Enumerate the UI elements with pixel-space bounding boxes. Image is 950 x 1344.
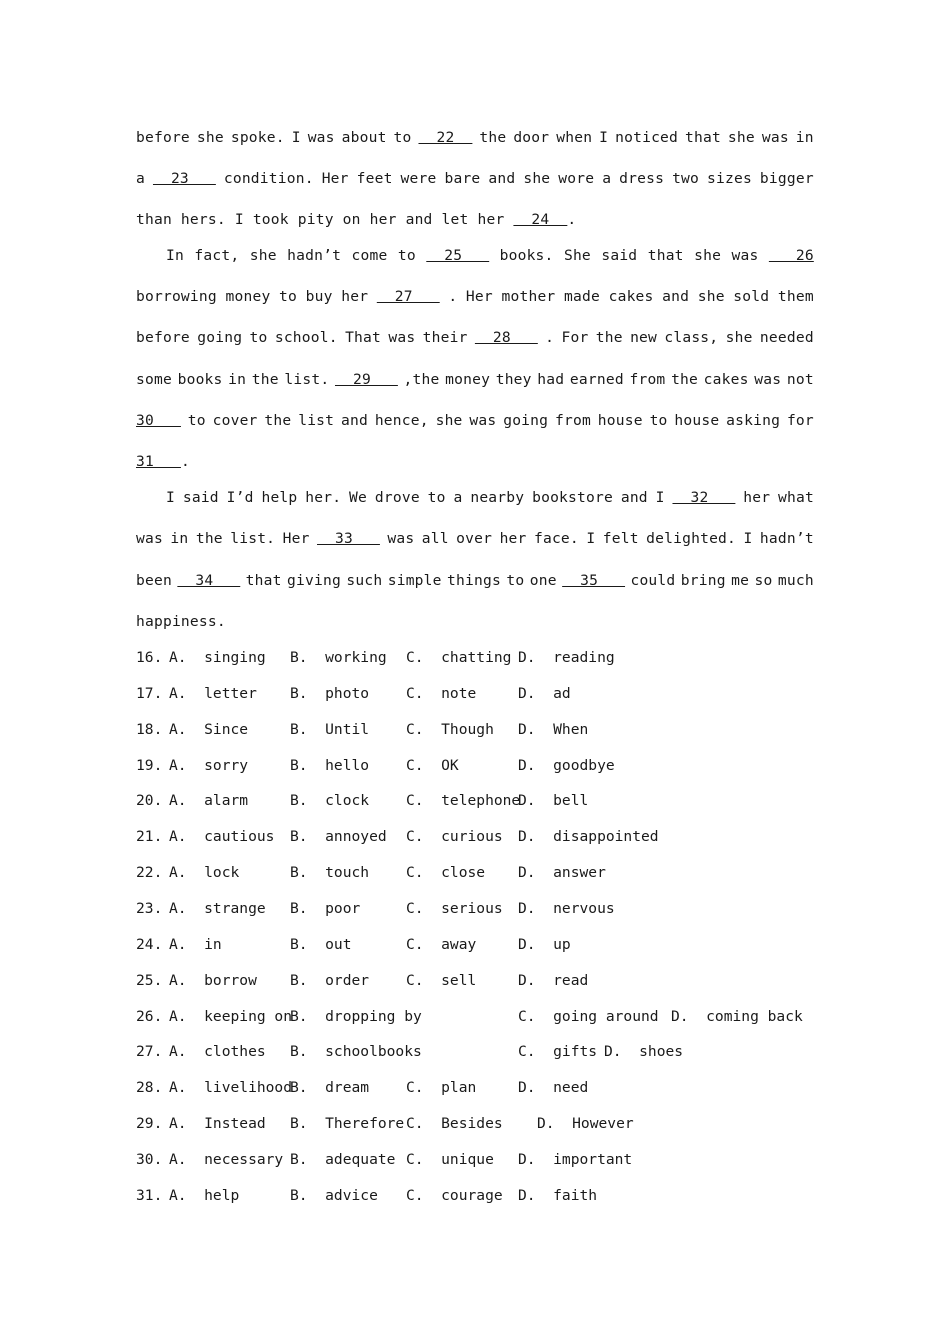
- passage-word: was: [761, 129, 789, 146]
- passage-word: that: [245, 572, 282, 589]
- passage-word: for: [786, 412, 814, 429]
- option-d: D. answer: [518, 864, 606, 881]
- passage-text: .: [180, 453, 190, 470]
- option-a: A. lock: [169, 864, 240, 881]
- passage-word: feet: [356, 170, 393, 187]
- option-a: A. necessary: [169, 1151, 284, 1168]
- passage-word: been: [136, 572, 172, 589]
- passage-word: before: [136, 129, 190, 146]
- option-d: D. shoes: [604, 1043, 684, 1060]
- option-c: C. serious: [406, 900, 503, 917]
- passage-word: We: [349, 489, 368, 506]
- passage-word: to: [249, 329, 268, 346]
- passage-word: was: [469, 412, 497, 429]
- passage-word: asking: [726, 412, 781, 429]
- answer-blank: 31: [136, 453, 181, 470]
- passage-word: to: [427, 489, 446, 506]
- passage-word: I: [291, 129, 301, 146]
- question-number: 21.: [136, 828, 163, 845]
- passage-word: Her: [321, 170, 349, 187]
- passage-word: I’d: [226, 489, 254, 506]
- question-number: 24.: [136, 936, 163, 953]
- option-a: A. alarm: [169, 792, 249, 809]
- option-a: A. clothes: [169, 1043, 266, 1060]
- option-d: D. up: [518, 936, 571, 953]
- option-c: C. note: [406, 685, 477, 702]
- passage-line: [136, 612, 226, 632]
- passage-word: one: [529, 572, 557, 589]
- passage-word: her: [499, 530, 527, 547]
- option-b: B. annoyed: [290, 828, 387, 845]
- passage-word: in: [795, 129, 814, 146]
- passage-word: to: [187, 412, 206, 429]
- question-number: 30.: [136, 1151, 163, 1168]
- passage-word: that: [685, 129, 721, 146]
- passage-word: they: [495, 371, 532, 388]
- passage-word: money: [445, 371, 491, 388]
- passage-word: to: [393, 129, 412, 146]
- question-number: 19.: [136, 757, 163, 774]
- passage-text: .: [567, 211, 577, 228]
- passage-word: she: [435, 412, 463, 429]
- passage-text: happiness.: [136, 613, 226, 630]
- passage-word: bigger: [759, 170, 814, 187]
- passage-word: was: [388, 329, 416, 346]
- passage-word: delighted.: [646, 530, 737, 547]
- option-b: B. order: [290, 972, 370, 989]
- passage-word: what: [778, 489, 814, 506]
- answer-blank: 22: [418, 129, 473, 146]
- option-c: C. Besides: [406, 1115, 503, 1132]
- passage-word: going: [197, 329, 243, 346]
- passage-word: dress: [619, 170, 665, 187]
- option-c: C. unique: [406, 1151, 494, 1168]
- question-number: 29.: [136, 1115, 163, 1132]
- option-c: C. curious: [406, 828, 503, 845]
- option-a: A. cautious: [169, 828, 275, 845]
- passage-word: all: [421, 530, 449, 547]
- passage-word: class,: [664, 329, 719, 346]
- passage-word: she: [697, 288, 725, 305]
- question-number: 17.: [136, 685, 163, 702]
- passage-word: and: [341, 412, 368, 429]
- passage-word: house: [597, 412, 643, 429]
- question-number: 23.: [136, 900, 163, 917]
- passage-word: That: [345, 329, 382, 346]
- option-d: D. coming back: [671, 1008, 803, 1025]
- passage-word: going: [503, 412, 549, 429]
- passage-word: could: [630, 572, 676, 589]
- passage-word: the: [479, 129, 507, 146]
- passage-word: things: [447, 572, 501, 589]
- passage-word: mother: [501, 288, 556, 305]
- option-d: D. reading: [518, 649, 615, 666]
- passage-line: [166, 246, 814, 266]
- passage-word: For: [561, 329, 589, 346]
- option-b: B. clock: [290, 792, 370, 809]
- option-d: D. nervous: [518, 900, 615, 917]
- passage-word: said: [182, 489, 219, 506]
- passage-word: She: [563, 247, 591, 264]
- passage-word: books.: [499, 247, 554, 264]
- passage-word: simple: [387, 572, 442, 589]
- passage-word: .: [448, 288, 458, 305]
- passage-word: and: [620, 489, 648, 506]
- passage-word: had: [537, 371, 565, 388]
- passage-word: new: [630, 329, 658, 346]
- answer-blank: 24: [513, 211, 568, 228]
- option-d: D. When: [518, 721, 589, 738]
- passage-word: I: [599, 129, 609, 146]
- passage-word: felt: [602, 530, 639, 547]
- passage-word: a: [453, 489, 463, 506]
- option-b: B. adequate: [290, 1151, 396, 1168]
- passage-word: from: [554, 412, 591, 429]
- option-b: B. hello: [290, 757, 370, 774]
- passage-word: I: [586, 530, 596, 547]
- passage-word: buy: [305, 288, 333, 305]
- question-number: 27.: [136, 1043, 163, 1060]
- passage-word: was: [307, 129, 335, 146]
- question-number: 25.: [136, 972, 163, 989]
- passage-word: needed: [759, 329, 814, 346]
- passage-word: drove: [374, 489, 420, 506]
- passage-line: [136, 328, 814, 348]
- passage-word: money: [225, 288, 271, 305]
- passage-word: over: [456, 530, 493, 547]
- passage-word: list.: [284, 371, 330, 388]
- passage-word: a: [136, 170, 145, 187]
- passage-word: in: [170, 530, 189, 547]
- passage-line: [136, 571, 814, 591]
- passage-word: to: [506, 572, 525, 589]
- passage-word: fact,: [194, 247, 240, 264]
- passage-word: and: [662, 288, 690, 305]
- option-c: C. OK: [406, 757, 459, 774]
- passage-word: her: [341, 288, 369, 305]
- passage-word: borrowing: [136, 288, 217, 305]
- passage-line: [136, 452, 190, 472]
- passage-word: them: [777, 288, 814, 305]
- passage-word: her.: [305, 489, 342, 506]
- passage-word: cover: [212, 412, 258, 429]
- answer-blank: 28: [474, 329, 538, 346]
- passage-word: me: [731, 572, 750, 589]
- passage-word: she: [196, 129, 224, 146]
- passage-word: hence,: [374, 412, 429, 429]
- passage-word: and: [488, 170, 516, 187]
- passage-word: cakes: [608, 288, 654, 305]
- passage-word: giving: [287, 572, 341, 589]
- option-c: C. courage: [406, 1187, 503, 1204]
- answer-blank: 30: [136, 412, 181, 429]
- option-c: C. Though: [406, 721, 494, 738]
- passage-word: hadn’t: [287, 247, 342, 264]
- passage-word: house: [674, 412, 720, 429]
- option-c: C. plan: [406, 1079, 477, 1096]
- question-number: 20.: [136, 792, 163, 809]
- passage-word: I: [166, 489, 175, 506]
- question-number: 18.: [136, 721, 163, 738]
- passage-word: she: [523, 170, 551, 187]
- option-c: C. gifts: [518, 1043, 598, 1060]
- passage-word: was: [387, 530, 415, 547]
- passage-word: from: [629, 371, 666, 388]
- option-d: D. goodbye: [518, 757, 615, 774]
- passage-word: she: [249, 247, 277, 264]
- passage-word: I: [743, 530, 753, 547]
- passage-line: [136, 169, 814, 189]
- answer-blank: 23: [152, 170, 216, 187]
- passage-word: .: [545, 329, 555, 346]
- passage-word: she: [727, 129, 755, 146]
- passage-word: list.: [230, 530, 276, 547]
- passage-line: [136, 411, 814, 431]
- passage-word: in: [228, 371, 247, 388]
- passage-word: was: [136, 530, 163, 547]
- option-a: A. Instead: [169, 1115, 266, 1132]
- answer-blank: 29: [334, 371, 398, 388]
- passage-word: before: [136, 329, 190, 346]
- question-number: 31.: [136, 1187, 163, 1204]
- passage-word: said: [601, 247, 638, 264]
- passage-word: made: [564, 288, 600, 305]
- passage-word: such: [346, 572, 383, 589]
- option-d: D. read: [518, 972, 589, 989]
- option-a: A. singing: [169, 649, 266, 666]
- passage-word: two: [672, 170, 700, 187]
- option-b: B. photo: [290, 685, 370, 702]
- passage-word: the: [195, 530, 223, 547]
- option-a: A. in: [169, 936, 222, 953]
- option-c: C. away: [406, 936, 477, 953]
- passage-word: their: [422, 329, 468, 346]
- answer-blank: 35: [562, 572, 626, 589]
- option-b: B. dream: [290, 1079, 370, 1096]
- passage-word: was: [731, 247, 759, 264]
- passage-word: door: [513, 129, 550, 146]
- passage-word: that: [647, 247, 684, 264]
- option-d: D. faith: [518, 1187, 598, 1204]
- answer-blank: 25: [426, 247, 490, 264]
- answer-blank: 26: [768, 247, 814, 264]
- answer-blank: 34: [177, 572, 241, 589]
- passage-word: spoke.: [230, 129, 285, 146]
- passage-word: condition.: [223, 170, 314, 187]
- option-b: B. Therefore: [290, 1115, 405, 1132]
- passage-line: [136, 210, 576, 230]
- passage-word: bring: [680, 572, 726, 589]
- option-b: B. out: [290, 936, 352, 953]
- passage-word: school.: [274, 329, 338, 346]
- passage-word: the: [264, 412, 292, 429]
- option-b: B. poor: [290, 900, 361, 917]
- question-number: 28.: [136, 1079, 163, 1096]
- passage-word: when: [556, 129, 593, 146]
- question-number: 26.: [136, 1008, 163, 1025]
- option-a: A. sorry: [169, 757, 249, 774]
- passage-word: some: [136, 371, 172, 388]
- passage-word: books: [177, 371, 223, 388]
- passage-word: so: [754, 572, 773, 589]
- option-b: B. advice: [290, 1187, 378, 1204]
- option-a: A. help: [169, 1187, 240, 1204]
- passage-text: than hers. I took pity on her and let her: [136, 211, 514, 228]
- passage-word: much: [777, 572, 814, 589]
- passage-word: Her: [465, 288, 493, 305]
- passage-word: hadn’t: [759, 530, 814, 547]
- passage-word: In: [166, 247, 184, 264]
- option-c: C. telephone: [406, 792, 521, 809]
- passage-line: [136, 529, 814, 549]
- option-c: C. chatting: [406, 649, 512, 666]
- passage-word: she: [694, 247, 722, 264]
- passage-word: the: [595, 329, 623, 346]
- option-c: C. sell: [406, 972, 477, 989]
- option-c: C. going around: [518, 1008, 659, 1025]
- passage-word: noticed: [615, 129, 679, 146]
- option-a: A. keeping on: [169, 1008, 293, 1025]
- option-a: A. strange: [169, 900, 266, 917]
- answer-blank: 32: [672, 489, 736, 506]
- passage-word: about: [341, 129, 387, 146]
- option-d: D. However: [537, 1115, 634, 1132]
- passage-word: come: [351, 247, 388, 264]
- option-b: B. working: [290, 649, 387, 666]
- answer-blank: 33: [317, 530, 380, 547]
- passage-word: not: [786, 371, 814, 388]
- passage-word: the: [251, 371, 279, 388]
- question-number: 22.: [136, 864, 163, 881]
- option-b: B. Until: [290, 721, 370, 738]
- option-d: D. ad: [518, 685, 571, 702]
- option-a: A. Since: [169, 721, 249, 738]
- passage-word: list: [298, 412, 335, 429]
- passage-line: [136, 287, 814, 307]
- answer-blank: 27: [376, 288, 440, 305]
- question-number: 16.: [136, 649, 163, 666]
- passage-word: to: [279, 288, 298, 305]
- passage-word: a: [602, 170, 612, 187]
- option-d: D. important: [518, 1151, 633, 1168]
- option-b: B. dropping by: [290, 1008, 422, 1025]
- passage-word: ,the: [403, 371, 440, 388]
- passage-word: the: [671, 371, 699, 388]
- option-b: B. schoolbooks: [290, 1043, 422, 1060]
- option-d: D. need: [518, 1079, 589, 1096]
- passage-word: sizes: [707, 170, 752, 187]
- passage-line: [166, 488, 814, 508]
- passage-line: [136, 370, 814, 390]
- passage-word: she: [725, 329, 753, 346]
- option-a: A. livelihood: [169, 1079, 293, 1096]
- option-c: C. close: [406, 864, 486, 881]
- passage-word: were: [400, 170, 437, 187]
- passage-word: wore: [558, 170, 595, 187]
- passage-word: to: [649, 412, 668, 429]
- passage-line: [136, 128, 814, 148]
- passage-word: cakes: [703, 371, 749, 388]
- passage-word: Her: [282, 530, 310, 547]
- passage-word: bare: [444, 170, 481, 187]
- option-d: D. bell: [518, 792, 589, 809]
- option-a: A. borrow: [169, 972, 257, 989]
- passage-word: bookstore: [532, 489, 613, 506]
- passage-word: nearby: [470, 489, 525, 506]
- passage-word: I: [655, 489, 665, 506]
- passage-word: face.: [533, 530, 579, 547]
- passage-word: earned: [569, 371, 624, 388]
- passage-word: was: [754, 371, 782, 388]
- option-d: D. disappointed: [518, 828, 659, 845]
- option-a: A. letter: [169, 685, 257, 702]
- passage-word: her: [743, 489, 771, 506]
- passage-word: help: [261, 489, 298, 506]
- passage-word: sold: [733, 288, 770, 305]
- option-b: B. touch: [290, 864, 370, 881]
- passage-word: to: [397, 247, 416, 264]
